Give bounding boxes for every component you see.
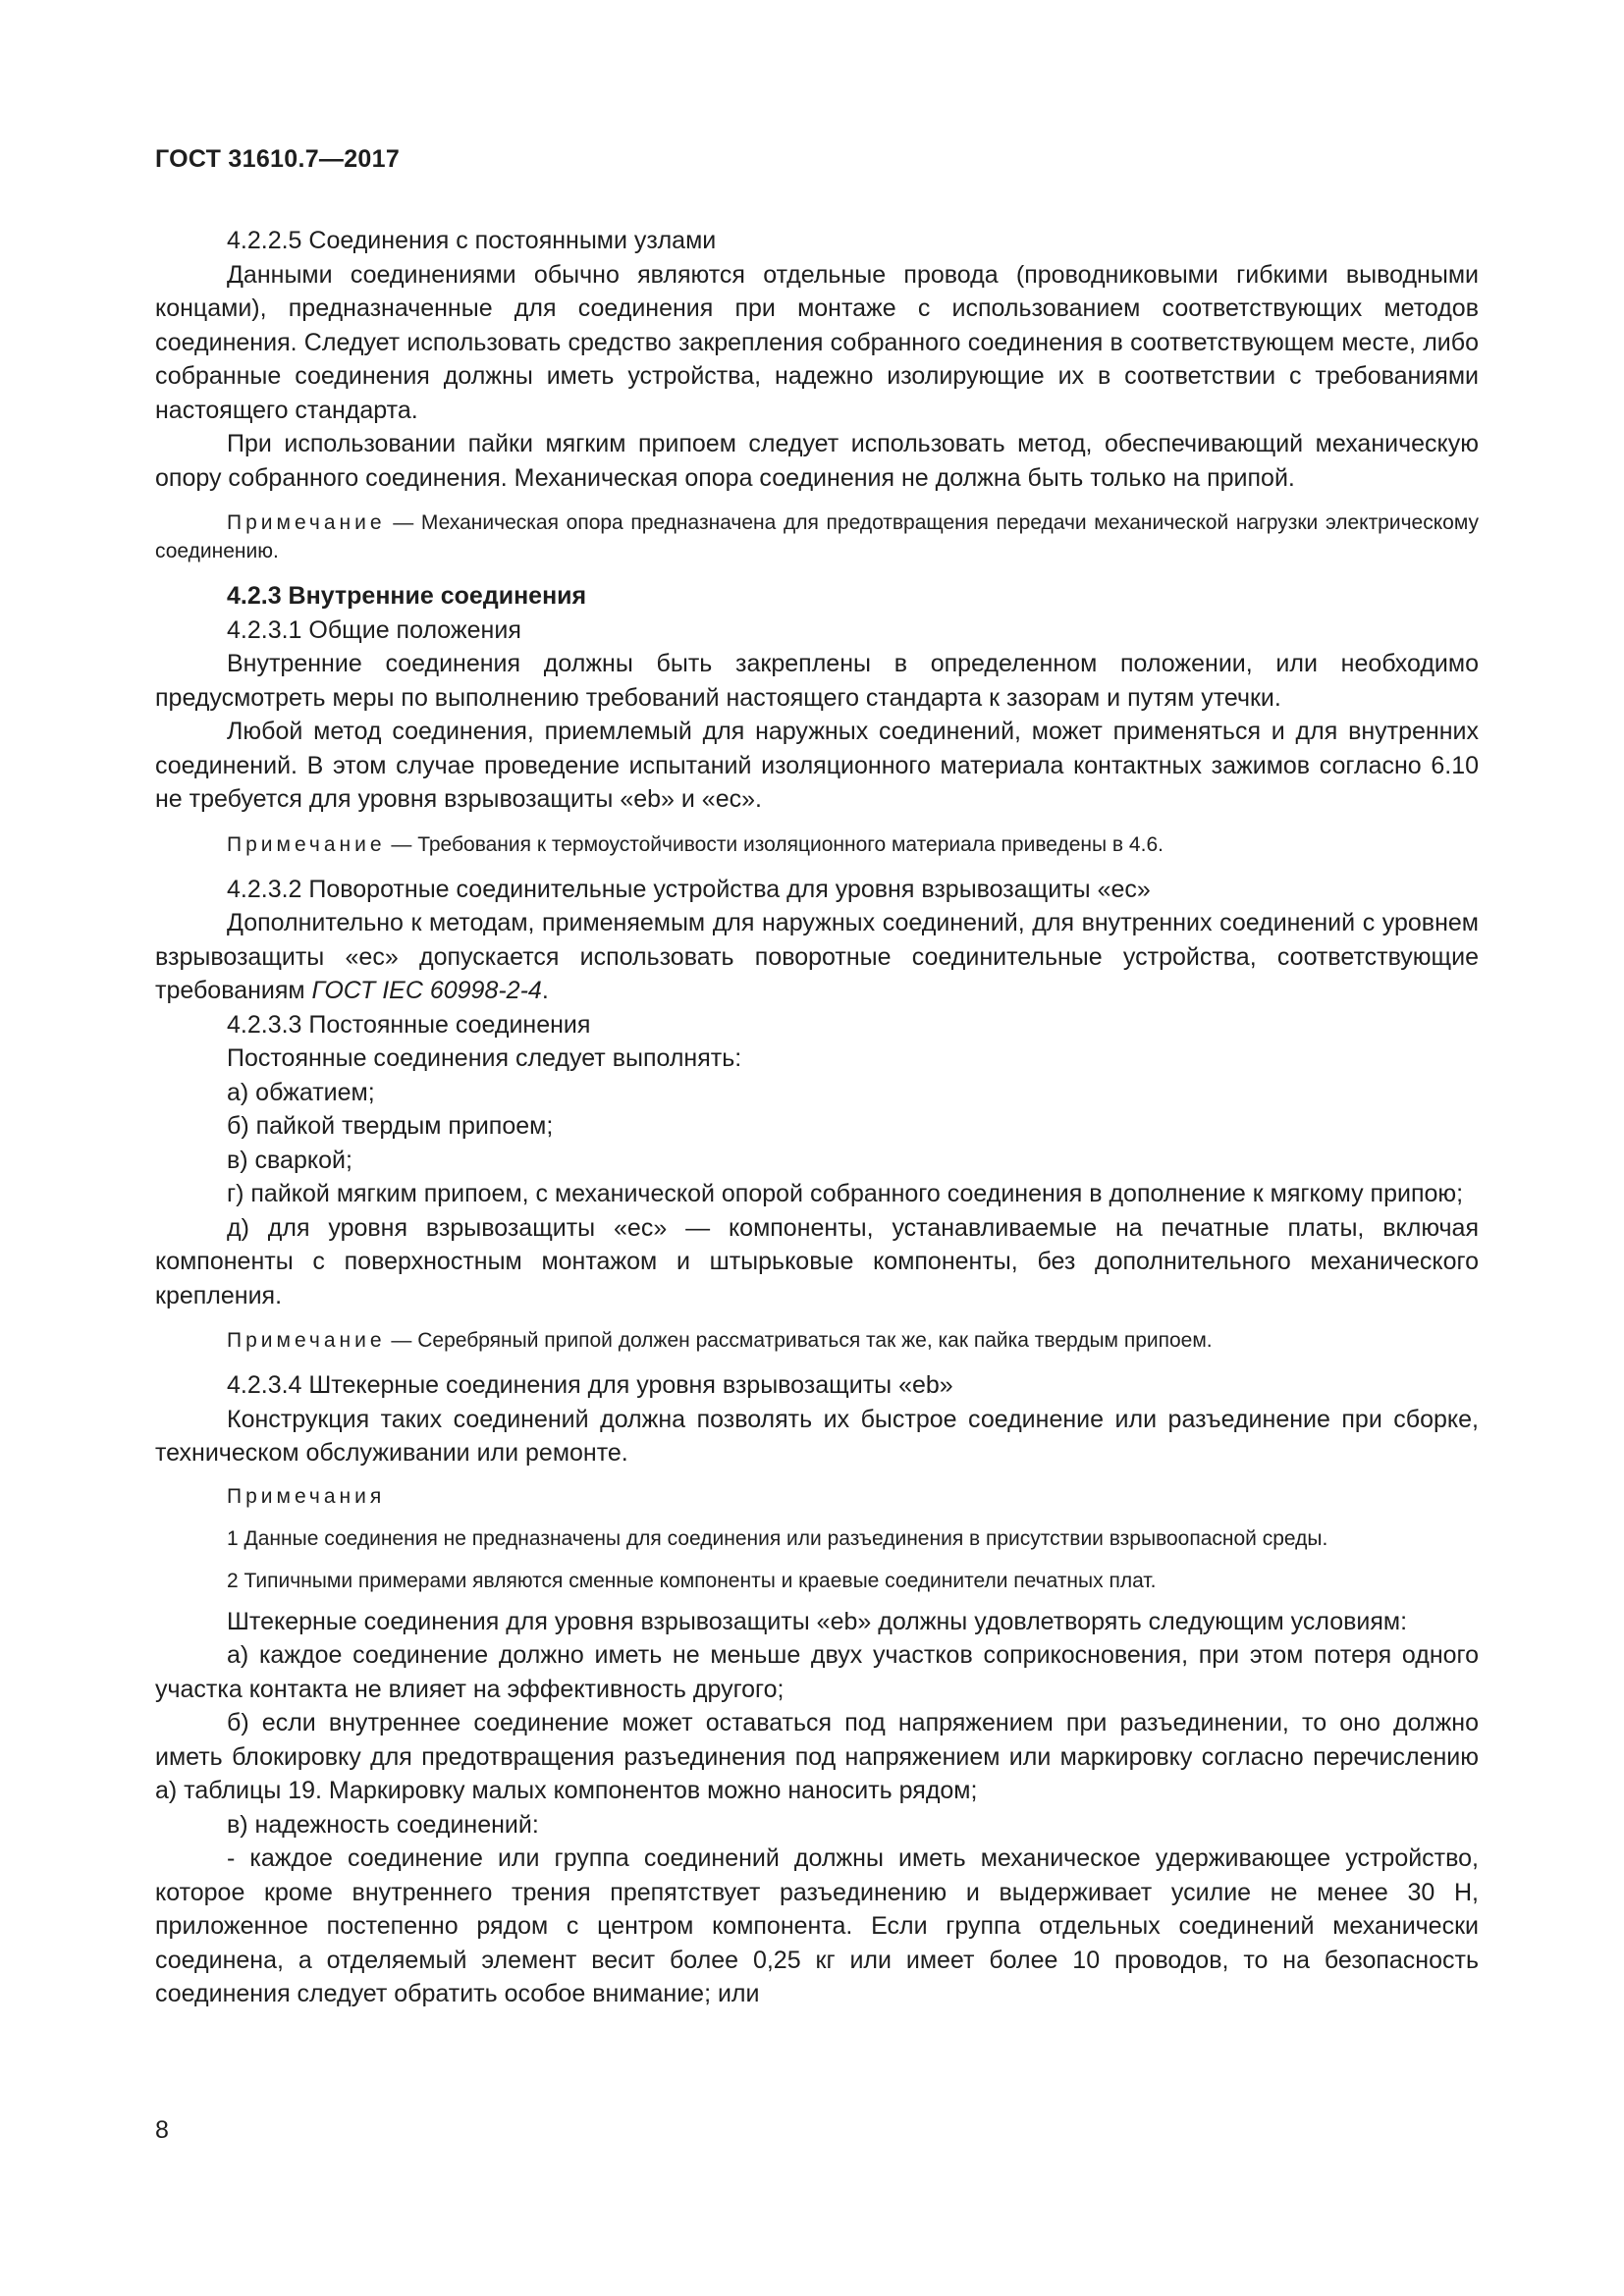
paragraph-text: а) обжатием; xyxy=(227,1078,375,1106)
paragraph-text: — Серебряный припой должен рассматриваться так же, как пайка твердым припоем. xyxy=(385,1329,1213,1352)
body-paragraph xyxy=(155,647,1479,715)
body-paragraph xyxy=(155,614,1479,648)
body-paragraph xyxy=(155,258,1479,428)
note-paragraph xyxy=(155,830,1479,859)
paragraph-text: Внутренние соединения должны быть закреплены в определенном положении, или необходимо предусмотреть меры по выполнению требований настоящего стандарта к зазорам и путям утечки. xyxy=(155,650,1479,712)
paragraph-text: 2 Типичными примерами являются сменные компоненты и краевые соединители печатных плат. xyxy=(227,1569,1157,1592)
paragraph-text: 4.2.3.1 Общие положения xyxy=(227,615,521,644)
body-paragraph xyxy=(155,1605,1479,1639)
paragraph-text: Данными соединениями обычно являются отдельные провода (проводниковыми гибкими выводными концами), предназначенные для соединения при монтаже с использованием соответствующих методов соединения. Следует использовать средство закрепления собранного соединения в соответствующем месте, либо собранные соединения должны иметь устройства, надежно изолирующие их в соответствии с требованиями настоящего стандарта. xyxy=(155,260,1479,424)
paragraph-text: — Механическая опора предназначена для предотвращения передачи механической нагрузки электрическому соединению. xyxy=(155,511,1479,562)
paragraph-text: б) пайкой твердым припоем; xyxy=(227,1112,554,1140)
section-heading xyxy=(155,579,1479,614)
body-paragraph xyxy=(155,1211,1479,1313)
body-paragraph xyxy=(155,1842,1479,2011)
paragraph-text: Любой метод соединения, приемлемый для наружных соединений, может применяться и для внутренних соединений. В этом случае проведение испытаний изоляционного материала контактных зажимов согласно 6.10 не требуется для уровня взрывозащиты «eb» и «ec». xyxy=(155,718,1479,813)
paragraph-text: 4.2.3.3 Постоянные соединения xyxy=(227,1010,591,1039)
body-paragraph xyxy=(155,1368,1479,1403)
note-label: Примечание xyxy=(227,511,386,534)
body-paragraph xyxy=(155,1177,1479,1211)
note-label: Примечания xyxy=(227,1484,386,1508)
paragraph-text: - каждое соединение или группа соединений должны иметь механическое удерживающее устройство, которое кроме внутреннего трения препятствует разъединению и выдерживает усилие не менее 30 Н, приложенное постепенно рядом с центром компонента. Если группа отдельных соединений механически соединена, а отделяемый элемент весит более 0,25 кг или имеет более 10 проводов, то на безопасность соединения следует обратить особое внимание; или xyxy=(155,1844,1479,2007)
paragraph-text: 1 Данные соединения не предназначены для соединения или разъединения в присутствии взрывоопасной среды. xyxy=(227,1526,1328,1550)
body-paragraph xyxy=(155,224,1479,258)
paragraph-text: в) надежность соединений: xyxy=(227,1810,539,1839)
paragraph-text: д) для уровня взрывозащиты «ec» — компоненты, устанавливаемые на печатные платы, включая компоненты с поверхностным монтажом и штырьковые компоненты, без дополнительного механического крепления. xyxy=(155,1213,1479,1309)
paragraph-text: г) пайкой мягким припоем, с механической опорой собранного соединения в дополнение к мягкому припою; xyxy=(227,1180,1464,1207)
body-paragraph xyxy=(155,1041,1479,1076)
body-paragraph xyxy=(155,1076,1479,1110)
paragraph-text: 4.2.3 Внутренние соединения xyxy=(227,582,587,610)
body-paragraph xyxy=(155,427,1479,495)
body-paragraph xyxy=(155,1706,1479,1808)
note-paragraph xyxy=(155,1567,1479,1595)
body-paragraph xyxy=(155,715,1479,817)
body-paragraph xyxy=(155,1638,1479,1706)
note-label: Примечание xyxy=(227,832,386,856)
page-number: 8 xyxy=(155,2116,169,2144)
document-body xyxy=(155,224,1479,2011)
body-paragraph xyxy=(155,906,1479,1008)
paragraph-tail: . xyxy=(541,977,549,1004)
note-paragraph xyxy=(155,508,1479,565)
body-paragraph xyxy=(155,1403,1479,1470)
body-paragraph xyxy=(155,873,1479,907)
paragraph-text: 4.2.3.2 Поворотные соединительные устройства для уровня взрывозащиты «ec» xyxy=(227,875,1151,903)
body-paragraph xyxy=(155,1109,1479,1144)
body-paragraph xyxy=(155,1008,1479,1042)
paragraph-text: Постоянные соединения следует выполнять: xyxy=(227,1044,742,1072)
paragraph-text: 4.2.3.4 Штекерные соединения для уровня взрывозащиты «eb» xyxy=(227,1371,953,1399)
note-paragraph xyxy=(155,1326,1479,1355)
paragraph-text: — Требования к термоустойчивости изоляционного материала приведены в 4.6. xyxy=(385,832,1164,856)
paragraph-text: а) каждое соединение должно иметь не меньше двух участков соприкосновения, при этом потеря одного участка контакта не влияет на эффективность другого; xyxy=(155,1641,1479,1703)
document-header: ГОСТ 31610.7—2017 xyxy=(155,145,401,173)
body-paragraph xyxy=(155,1144,1479,1178)
body-paragraph xyxy=(155,1808,1479,1842)
paragraph-text: Штекерные соединения для уровня взрывозащиты «eb» должны удовлетворять следующим условиям: xyxy=(227,1607,1408,1635)
paragraph-text: б) если внутреннее соединение может оставаться под напряжением при разъединении, то оно должно иметь блокировку для предотвращения разъединения под напряжением или маркировку согласно перечислению а) таблицы 19. Маркировку малых компонентов можно наносить рядом; xyxy=(155,1709,1479,1804)
paragraph-text: При использовании пайки мягким припоем следует использовать метод, обеспечивающий механическую опору собранного соединения. Механическая опора соединения не должна быть только на припой. xyxy=(155,430,1479,492)
note-paragraph xyxy=(155,1482,1479,1511)
paragraph-text: Дополнительно к методам, применяемым для наружных соединений, для внутренних соединений с уровнем взрывозащиты «ec» допускается использовать поворотные соединительные устройства, соответствующие требованиям xyxy=(155,909,1479,1004)
paragraph-text: в) сваркой; xyxy=(227,1146,352,1174)
paragraph-text: 4.2.2.5 Соединения с постоянными узлами xyxy=(227,227,717,254)
standard-reference: ГОСТ IEC 60998-2-4 xyxy=(311,977,542,1004)
note-paragraph xyxy=(155,1524,1479,1553)
paragraph-text: Конструкция таких соединений должна позволять их быстрое соединение или разъединение при сборке, техническом обслуживании или ремонте. xyxy=(155,1405,1479,1467)
note-label: Примечание xyxy=(227,1329,386,1352)
